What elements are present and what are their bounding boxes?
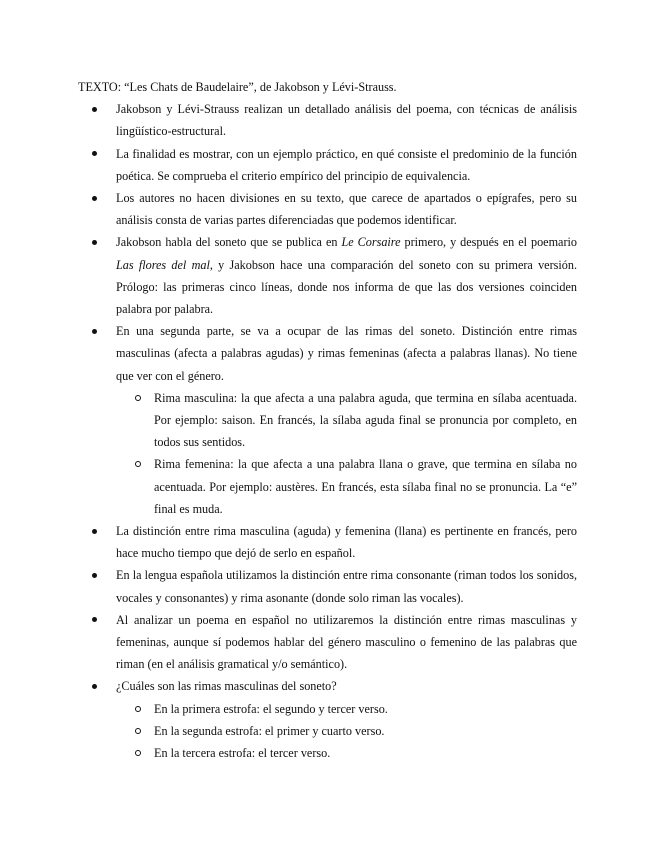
sub-list-item — [154, 453, 577, 520]
list-item-text: Los autores no hacen divisiones en su texto, que carece de apartados o epígrafes, pero su análisis consta de varias partes diferenciadas que podemos identificar. — [116, 191, 577, 228]
bullet-icon — [92, 196, 97, 201]
list-item-text: La distinción entre rima masculina (aguda) y femenina (llana) es pertinente en francés, pero hace mucho tiempo que dejó de serlo en español. — [116, 524, 577, 561]
sub-list-item-text: En la tercera estrofa: el tercer verso. — [154, 746, 331, 761]
list-item-text: En una segunda parte, se va a ocupar de las rimas del soneto. Distinción entre rimas masculinas (afecta a palabras agudas) y rimas femeninas (afecta a palabras llanas). No tiene que ver con el género. — [116, 324, 577, 383]
hollow-bullet-icon — [135, 750, 141, 756]
list-item-text: Jakobson habla del soneto que se publica en — [116, 235, 342, 250]
list-item — [116, 320, 577, 520]
hollow-bullet-icon — [135, 395, 141, 401]
bullet-icon — [92, 329, 97, 334]
list-item-text: ¿Cuáles son las rimas masculinas del soneto? — [116, 679, 337, 694]
bullet-icon — [92, 573, 97, 578]
document-title: TEXTO: “Les Chats de Baudelaire”, de Jakobson y Lévi-Strauss. — [78, 80, 397, 94]
list-item — [116, 564, 577, 608]
bullet-list — [78, 98, 577, 764]
list-item — [116, 231, 577, 320]
sub-list — [116, 387, 577, 520]
list-item — [116, 520, 577, 564]
sub-list-item-text: En la primera estrofa: el segundo y tercer verso. — [154, 701, 388, 716]
list-item — [116, 675, 577, 764]
bullet-icon — [92, 107, 97, 112]
list-item-text: primero, y después en el poemario — [400, 235, 578, 250]
sub-list-item — [154, 698, 577, 720]
sub-list — [116, 698, 577, 765]
journal-title-italic: Le Corsaire — [341, 235, 401, 250]
sub-list-item — [154, 720, 577, 742]
list-item — [116, 98, 577, 142]
list-item-text: En la lengua española utilizamos la distinción entre rima consonante (riman todos los sonidos, vocales y consonantes) y rima asonante (donde solo riman las vocales). — [116, 568, 577, 605]
sub-list-item-text: Rima femenina: la que afecta a una palabra llana o grave, que termina en sílaba no acentuada. Por ejemplo: austères. En francés, esta sílaba final no se pronuncia. La “e” final es muda. — [154, 457, 577, 516]
hollow-bullet-icon — [135, 728, 141, 734]
list-item — [116, 187, 577, 231]
bullet-icon — [92, 529, 97, 534]
bullet-icon — [92, 617, 97, 622]
list-item-text: Al analizar un poema en español no utilizaremos la distinción entre rimas masculinas y femeninas, aunque sí podemos hablar del género masculino o femenino de las palabras que riman (en el análisis gramatical y/o semántico). — [116, 612, 577, 672]
list-item-text: La finalidad es mostrar, con un ejemplo práctico, en qué consiste el predominio de la función poética. Se comprueba el criterio empírico del principio de equivalencia. — [116, 146, 577, 183]
list-item — [116, 143, 577, 187]
sub-list-item — [154, 387, 577, 454]
hollow-bullet-icon — [135, 461, 141, 467]
sub-list-item-text: Rima masculina: la que afecta a una palabra aguda, que termina en sílaba acentuada. Por ejemplo: saison. En francés, la sílaba aguda final se pronuncia por completo, en todos sus sentidos. — [154, 390, 577, 450]
book-title-italic: Las flores del mal — [116, 257, 210, 272]
list-item-text: Jakobson y Lévi-Strauss realizan un detallado análisis del poema, con técnicas de análisis lingüístico-estructural. — [116, 102, 577, 139]
bullet-icon — [92, 151, 97, 156]
list-item-text: , y Jakobson hace una comparación del soneto con su primera versión. Prólogo: las primeras cinco líneas, donde nos informa de que las dos versiones coinciden palabra por palabra. — [116, 257, 578, 317]
hollow-bullet-icon — [135, 706, 141, 712]
list-item — [116, 609, 577, 676]
bullet-icon — [92, 684, 97, 689]
sub-list-item — [154, 742, 577, 764]
sub-list-item-text: En la segunda estrofa: el primer y cuarto verso. — [154, 723, 385, 738]
bullet-icon — [92, 240, 97, 245]
